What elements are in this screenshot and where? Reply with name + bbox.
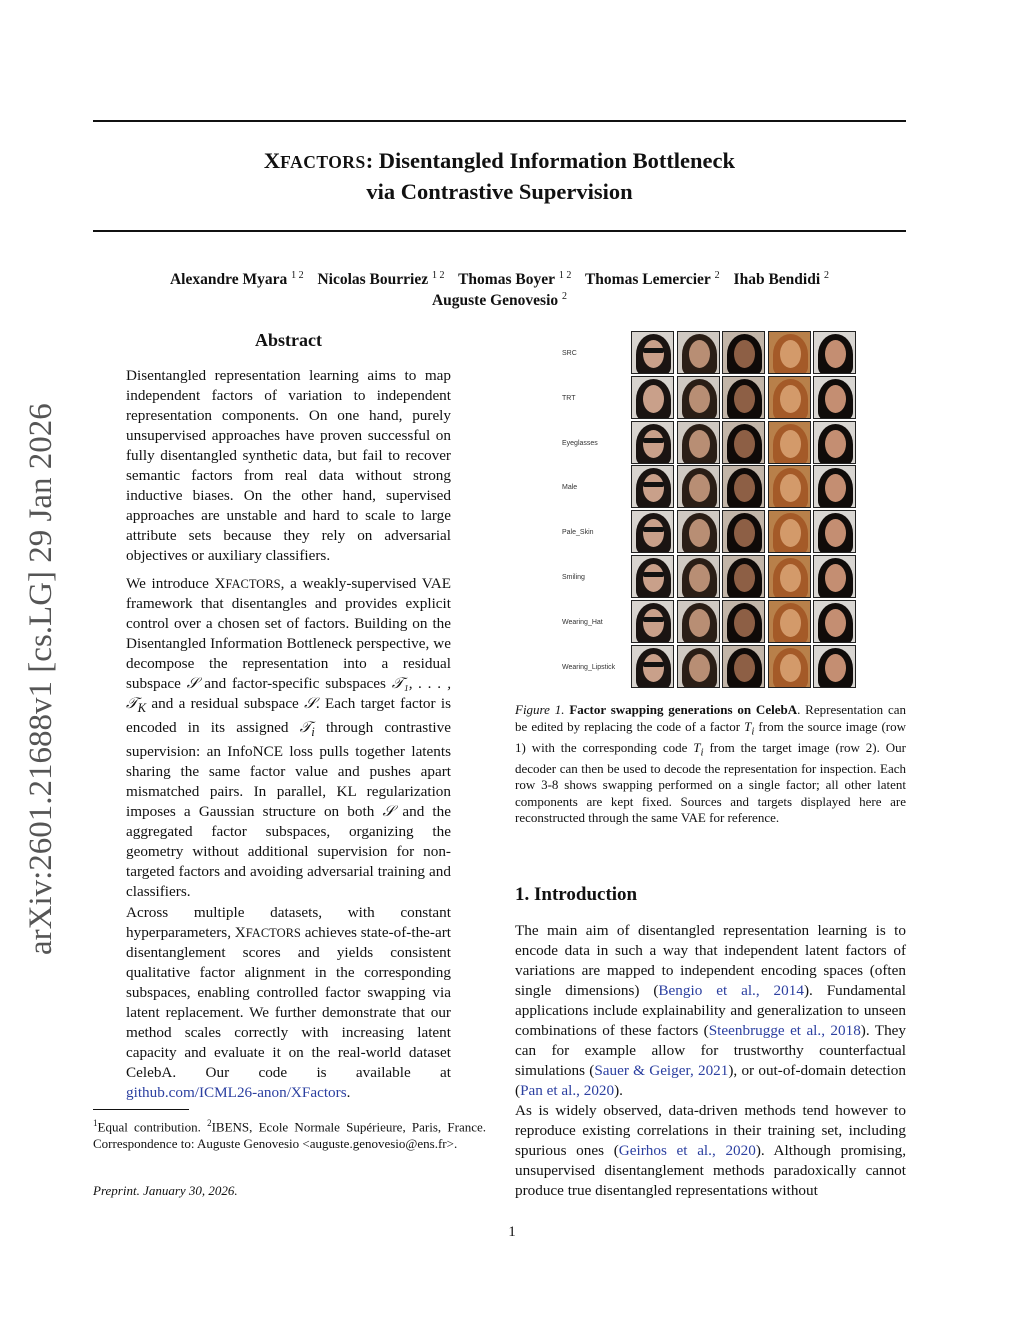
citation-link[interactable]: Pan et al., 2020	[520, 1082, 615, 1099]
face-image	[631, 465, 674, 508]
intro-paragraph: The main aim of disentangled representation learning is to encode data in such a way that independent latent factors of variations are mapped to independent encoding spaces (often single dimensions) (Bengio et al., 2014). Fundamental applications include explainability and generalization to unseen combinations of these factors (Steenbrugge et al., 2018). They can for example allow for trustworthy counterfactual simulations (Sauer & Geiger, 2021), or out-of-domain detection (Pan et al., 2020).	[515, 922, 907, 1099]
face-image	[722, 376, 765, 419]
face-image	[768, 421, 811, 464]
face-image	[813, 465, 856, 508]
face-image	[768, 510, 811, 553]
face-image	[631, 645, 674, 688]
method-name: XFACTORS	[214, 575, 281, 592]
figure-row-label: TRT	[562, 394, 576, 402]
face-image	[768, 376, 811, 419]
face-image	[677, 421, 720, 464]
face-image	[813, 421, 856, 464]
face-image	[813, 600, 856, 643]
section-heading: 1. Introduction	[515, 884, 638, 905]
arxiv-stamp: arXiv:2601.21688v1 [cs.LG] 29 Jan 2026	[23, 403, 59, 955]
paper-title: XFACTORS: Disentangled Information Bottleneck	[263, 148, 736, 173]
face-image	[722, 421, 765, 464]
face-image	[813, 555, 856, 598]
abstract-paragraph: We introduce XFACTORS, a weakly-supervised VAE framework that disentangles and provides explicit control over a chosen set of factors. Building on the Disentangled Information Bottleneck perspective, we decompose the representation into a residual subspace 𝒮 and factor-specific subspaces 𝒯₁, . . . , 𝒯$_K$ and a residual subspace 𝒮. Each target factor is encoded in its assigned 𝒯$_i$ through contrastive supervision: an InfoNCE loss pulls together latents sharing the same factor value and pushes apart mismatched pairs. In parallel, KL regularization imposes a Gaussian structure on both 𝒮 and the aggregated factor subspaces, organizing the geometry without additional supervision for non-targeted factors and avoiding adversarial training and classifiers.	[126, 575, 451, 901]
citation-link[interactable]: Bengio et al., 2014	[658, 982, 804, 999]
title-rule-bottom	[93, 230, 906, 232]
author: Nicolas Bourriez	[317, 271, 429, 289]
face-image	[677, 376, 720, 419]
preprint-note: Preprint. January 30, 2026.	[93, 1183, 238, 1198]
method-name: XFACTORS	[263, 148, 366, 173]
author-list: Alexandre Myara $^{1 2}$ Nicolas Bourriez $^{1 2}$ Thomas Boyer $^{1 2}$ Thomas Lemercier $^2$ Ihab Bendidi $^2$	[169, 270, 830, 289]
code-link[interactable]: github.com/ICML26-anon/XFactors	[126, 1084, 347, 1101]
author: Alexandre Myara	[169, 271, 288, 289]
face-image	[677, 465, 720, 508]
face-image	[631, 331, 674, 374]
face-image	[813, 376, 856, 419]
citation-link[interactable]: Steenbrugge et al., 2018	[708, 1022, 861, 1039]
face-image	[722, 465, 765, 508]
face-image	[768, 331, 811, 374]
figure-row-label: SRC	[562, 350, 577, 357]
abstract-paragraph: Disentangled representation learning aims to map independent factors of variation to independent representation components. On one hand, purely unsupervised approaches have proven successful on fully disentangled synthetic data, but fail to recover semantic factors from real data without strong inductive biases. On the other hand, supervised approaches are unstable and hard to scale to large attribute sets because they rely on adversarial objectives or auxiliary classifiers.	[126, 367, 451, 564]
face-image	[722, 600, 765, 643]
title-rule-top	[93, 120, 906, 122]
figure-row-label: Wearing_Lipstick	[562, 663, 616, 671]
footnote: $^1$Equal contribution. $^2$IBENS, Ecole Normale Supérieure, Paris, France. Correspondence to: Auguste Genovesio <auguste.genovesio@ens.fr>.	[93, 1118, 487, 1151]
figure-row-label: Smiling	[562, 574, 585, 581]
face-image	[631, 555, 674, 598]
face-image	[631, 600, 674, 643]
face-image	[768, 600, 811, 643]
author-list-line2: Auguste Genovesio $^2$	[431, 291, 568, 310]
figure-face-grid	[562, 330, 858, 690]
citation-link[interactable]: Geirhos et al., 2020	[618, 1142, 756, 1159]
face-image	[768, 645, 811, 688]
face-image	[768, 465, 811, 508]
figure-row-label: Eyeglasses	[562, 439, 598, 447]
face-image	[677, 331, 720, 374]
citation-link[interactable]: Sauer & Geiger, 2021	[594, 1062, 729, 1079]
face-image	[722, 510, 765, 553]
face-image	[677, 600, 720, 643]
face-image	[631, 510, 674, 553]
face-image	[813, 645, 856, 688]
face-image	[722, 555, 765, 598]
author: Thomas Boyer	[458, 271, 555, 289]
face-image	[631, 376, 674, 419]
face-image	[677, 645, 720, 688]
face-image	[631, 421, 674, 464]
method-name: XFACTORS	[234, 924, 301, 941]
figure-caption: Figure 1. Factor swapping generations on CelebA. Representation can be edited by replacing the code of a factor $T_i$ from the source image (row 1) with the corresponding code $T_i$ from the target image (row 2). Our decoder can then be used to decode the representation for inspection. Each row 3-8 shows swapping performed on a single factor; all other latent components are kept fixed. Sources and targets displayed here are reconstructed through the same VAE for reference.	[515, 702, 907, 826]
face-image	[813, 331, 856, 374]
face-image	[813, 510, 856, 553]
abstract-paragraph: Across multiple datasets, with constant hyperparameters, XFACTORS achieves state-of-the-art disentanglement scores and yields consistent qualitative factor alignment in the corresponding subspaces, enabling controlled factor swapping via latent replacement. We further demonstrate that our method scales correctly with increasing latent capacity and evaluate it on the real-world dataset CelebA. Our code is available at github.com/ICML26-anon/XFactors.	[126, 904, 451, 1101]
footnote-rule	[93, 1109, 189, 1110]
author: Thomas Lemercier	[584, 271, 711, 289]
page-number: 1	[508, 1224, 516, 1240]
abstract-heading: Abstract	[255, 330, 322, 350]
author: Ihab Bendidi	[733, 271, 821, 289]
figure-row-label: Wearing_Hat	[562, 618, 603, 626]
face-image	[722, 331, 765, 374]
figure-row-label: Male	[562, 484, 578, 492]
face-image	[768, 555, 811, 598]
figure-row-label: Pale_Skin	[562, 529, 594, 537]
paper-title-line2: via Contrastive Supervision	[366, 179, 633, 204]
face-image	[677, 510, 720, 553]
author: Auguste Genovesio	[431, 292, 559, 310]
face-image	[722, 645, 765, 688]
intro-paragraph: As is widely observed, data-driven methods tend however to reproduce existing correlations in their training set, including spurious ones (Geirhos et al., 2020). Although promising, unsupervised disentanglement methods paradoxically cannot produce true disentangled representations without	[515, 1102, 906, 1199]
face-image	[677, 555, 720, 598]
